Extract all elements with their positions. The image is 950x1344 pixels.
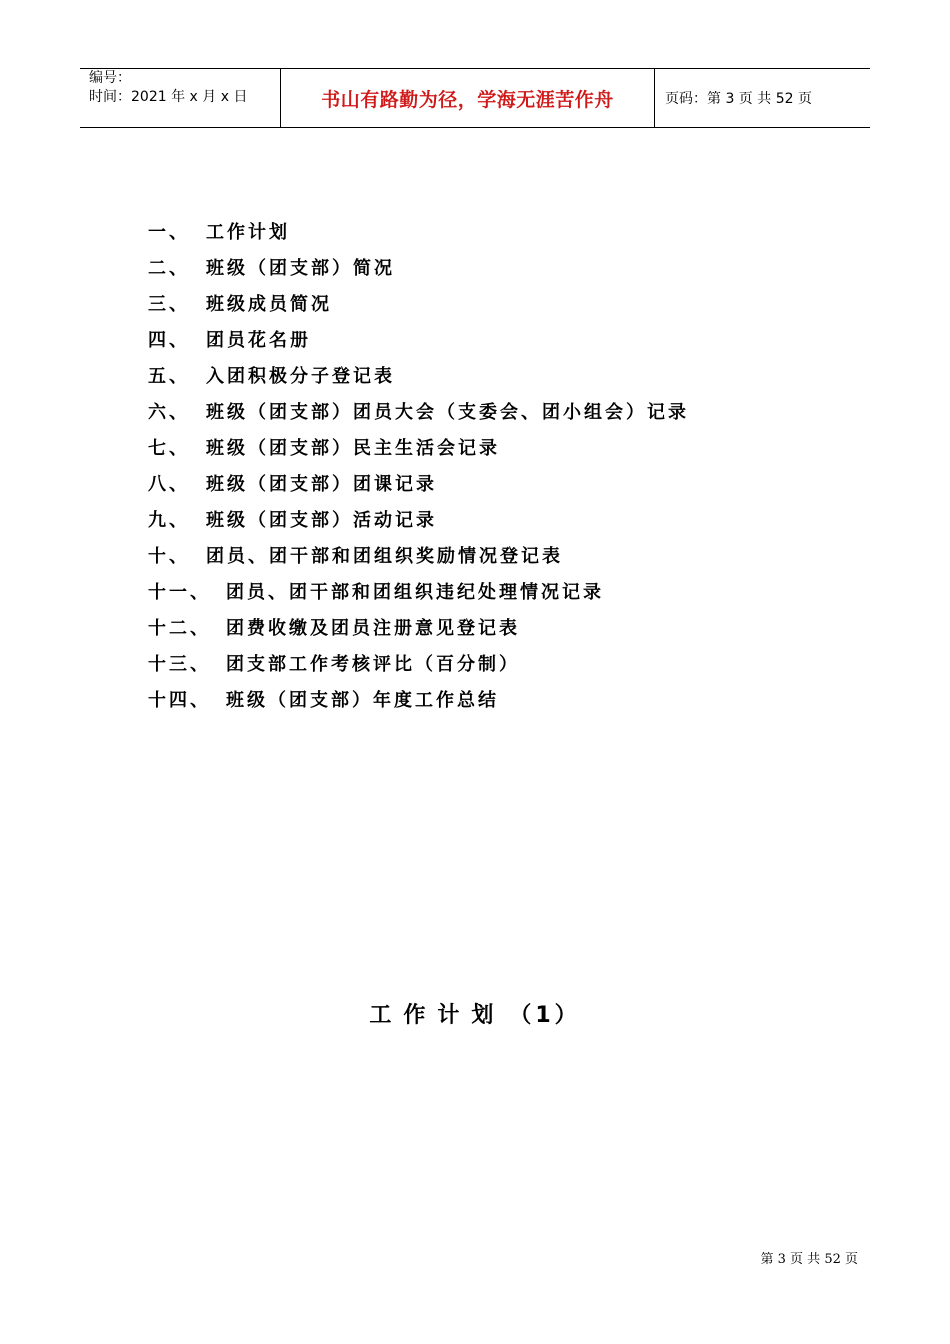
toc-item-number: 四、 bbox=[148, 330, 190, 351]
toc-item-number: 八、 bbox=[148, 474, 190, 495]
toc-item-number: 十三、 bbox=[148, 654, 211, 675]
toc-item bbox=[148, 215, 689, 251]
toc-item bbox=[148, 503, 689, 539]
header-page-cell bbox=[655, 69, 870, 127]
header-page-info: 页码：第 3 页 共 52 页 bbox=[665, 91, 812, 107]
toc-item bbox=[148, 539, 689, 575]
toc-item bbox=[148, 467, 689, 503]
toc-item-number: 九、 bbox=[148, 510, 190, 531]
toc-item bbox=[148, 359, 689, 395]
toc-item bbox=[148, 431, 689, 467]
toc-item-number: 一、 bbox=[148, 222, 190, 243]
toc-item-text: 班级（团支部）简况 bbox=[206, 258, 395, 279]
serial-label: 编号： bbox=[89, 70, 131, 86]
toc-item-number: 二、 bbox=[148, 258, 190, 279]
toc-item-number: 六、 bbox=[148, 402, 190, 423]
toc-item bbox=[148, 683, 689, 719]
toc-item-text: 班级成员简况 bbox=[206, 294, 332, 315]
toc-item-text: 团员花名册 bbox=[206, 330, 311, 351]
toc-item bbox=[148, 647, 689, 683]
motto: 书山有路勤为径，学海无涯苦作舟 bbox=[321, 88, 614, 111]
toc-item-number: 五、 bbox=[148, 366, 190, 387]
toc-item-text: 入团积极分子登记表 bbox=[206, 366, 395, 387]
toc-item-number: 十、 bbox=[148, 546, 190, 567]
toc-item-text: 班级（团支部）团课记录 bbox=[206, 474, 437, 495]
toc-item bbox=[148, 395, 689, 431]
date-line: 时间：2021 年 x 月 x 日 bbox=[89, 89, 248, 105]
toc-item-number: 十四、 bbox=[148, 690, 211, 711]
section-title-text: 工作计划 bbox=[369, 1003, 506, 1028]
table-of-contents bbox=[148, 215, 689, 719]
toc-item-text: 班级（团支部）团员大会（支委会、团小组会）记录 bbox=[206, 402, 689, 423]
toc-item-text: 班级（团支部）民主生活会记录 bbox=[206, 438, 500, 459]
toc-item-text: 班级（团支部）活动记录 bbox=[206, 510, 437, 531]
toc-item-number: 十一、 bbox=[148, 582, 211, 603]
toc-item-text: 团员、团干部和团组织违纪处理情况记录 bbox=[226, 582, 604, 603]
section-title bbox=[0, 998, 950, 1029]
toc-item bbox=[148, 575, 689, 611]
page-footer: 第 3 页 共 52 页 bbox=[760, 1252, 858, 1267]
section-title-suffix: （1） bbox=[509, 1003, 581, 1028]
header-meta-cell bbox=[80, 69, 281, 127]
toc-item bbox=[148, 287, 689, 323]
toc-item bbox=[148, 251, 689, 287]
toc-item bbox=[148, 323, 689, 359]
toc-item-number: 七、 bbox=[148, 438, 190, 459]
toc-item-text: 工作计划 bbox=[206, 222, 290, 243]
toc-item-number: 十二、 bbox=[148, 618, 211, 639]
toc-item-text: 团支部工作考核评比（百分制） bbox=[226, 654, 520, 675]
toc-item-text: 团员、团干部和团组织奖励情况登记表 bbox=[206, 546, 563, 567]
toc-item-text: 团费收缴及团员注册意见登记表 bbox=[226, 618, 520, 639]
header-motto-cell bbox=[281, 69, 655, 127]
toc-item bbox=[148, 611, 689, 647]
toc-item-text: 班级（团支部）年度工作总结 bbox=[226, 690, 499, 711]
page-header bbox=[80, 68, 870, 128]
toc-item-number: 三、 bbox=[148, 294, 190, 315]
